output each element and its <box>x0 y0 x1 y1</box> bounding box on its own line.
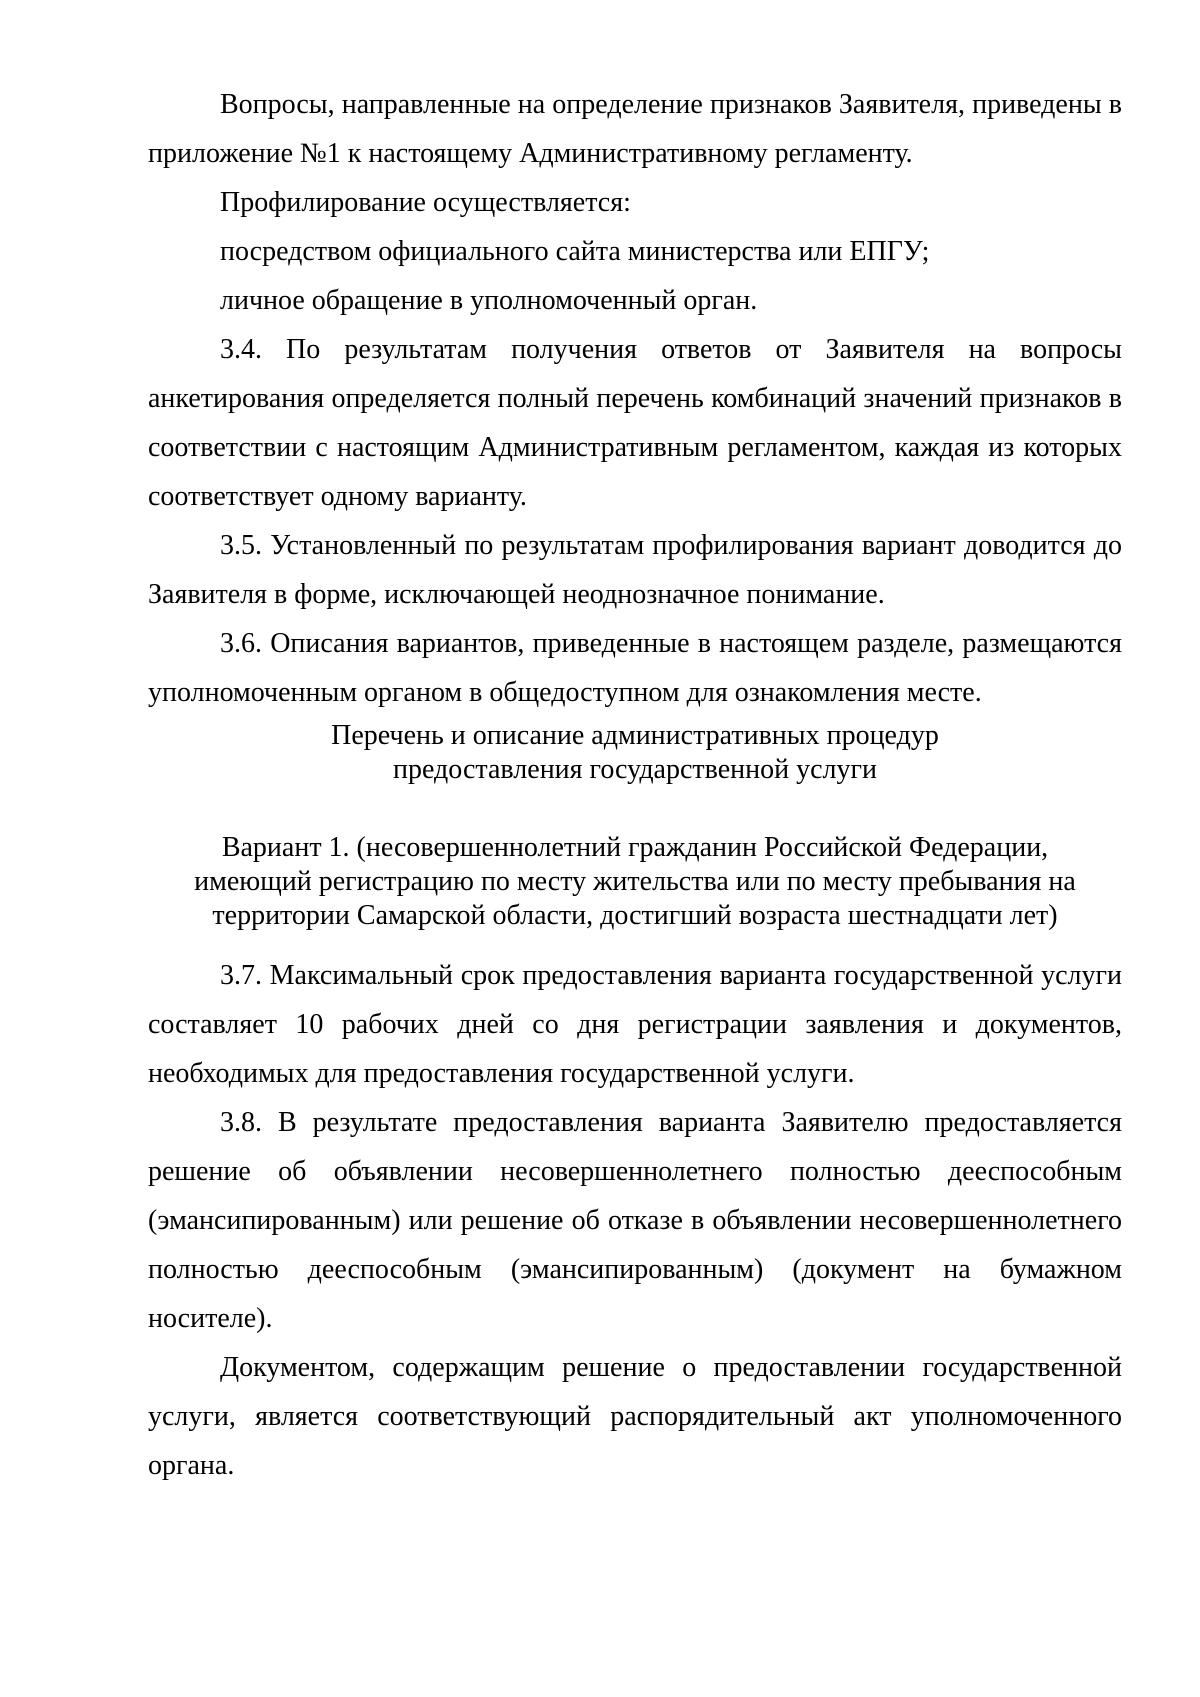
paragraph-profiling-intro: Профилирование осуществляется: <box>220 187 631 218</box>
paragraph-3-4: 3.4. По результатам получения ответов от Заявителя на вопросы анкетирования определяется полный перечень комбинаций значений признаков в соответствии с настоящим Административным регламентом, каждая из которых соответствует одному варианту. <box>148 334 1122 512</box>
section-heading-line-1: Перечень и описание административных процедур <box>331 720 939 751</box>
section-heading-line-2: предоставления государственной услуги <box>393 754 877 785</box>
variant-heading-line-2: имеющий регистрацию по месту жительства или по месту пребывания на <box>194 866 1076 897</box>
paragraph-profiling-personal: личное обращение в уполномоченный орган. <box>220 285 758 316</box>
paragraph-questions: Вопросы, направленные на определение признаков Заявителя, приведены в приложение №1 к настоящему Административному регламенту. <box>148 89 1122 169</box>
paragraph-3-6: 3.6. Описания вариантов, приведенные в настоящем разделе, размещаются уполномоченным органом в общедоступном для ознакомления месте. <box>148 628 1122 708</box>
paragraph-3-7: 3.7. Максимальный срок предоставления варианта государственной услуги составляет 10 рабочих дней со дня регистрации заявления и документов, необходимых для предоставления государственной услуги. <box>148 960 1122 1089</box>
document-body <box>148 80 1122 1490</box>
variant-heading <box>148 831 1122 933</box>
variant-heading-line-1: Вариант 1. (несовершеннолетний гражданин Российской Федерации, <box>221 832 1049 863</box>
paragraph-3-5: 3.5. Установленный по результатам профилирования вариант доводится до Заявителя в форме, исключающей неоднозначное понимание. <box>148 530 1122 610</box>
section-heading <box>148 719 1122 787</box>
variant-heading-line-3: территории Самарской области, достигший возраста шестнадцати лет) <box>212 900 1058 931</box>
paragraph-3-8: 3.8. В результате предоставления варианта Заявителю предоставляется решение об объявлении несовершеннолетнего полностью дееспособным (эмансипированным) или решение об отказе в объявлении несовершеннолетнего полностью дееспособным (эмансипированным) (документ на бумажном носителе). <box>148 1107 1122 1334</box>
paragraph-decision-document: Документом, содержащим решение о предоставлении государственной услуги, является соответствующий распорядительный акт уполномоченного органа. <box>148 1352 1122 1481</box>
paragraph-profiling-site: посредством официального сайта министерства или ЕПГУ; <box>220 236 930 267</box>
